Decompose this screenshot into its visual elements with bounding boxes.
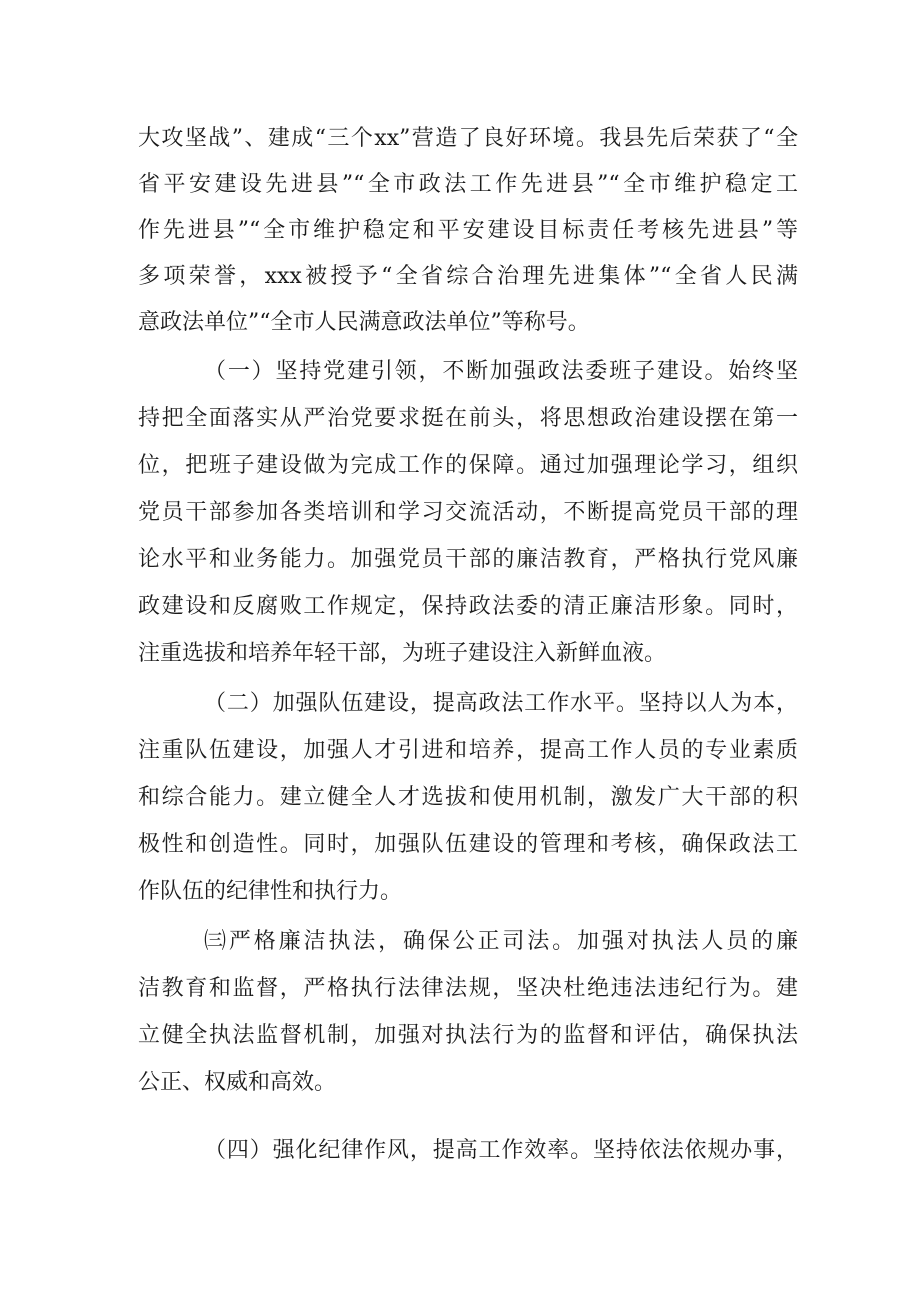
text-line: 党员干部参加各类培训和学习交流活动，不断提高党员干部的理 <box>138 500 798 525</box>
text-line: 省平安建设先进县”“全市政法工作先进县”“全市维护稳定工 <box>138 172 798 197</box>
text-line: 注重队伍建设，加强人才引进和培养，提高工作人员的专业素质 <box>138 738 798 763</box>
text-line: 公正、权威和高效。 <box>138 1070 337 1095</box>
section-heading-line: （二）加强队伍建设，提高政法工作水平。坚持以人为本， <box>204 691 798 716</box>
section-heading-line: （一）坚持党建引领，不断加强政法委班子建设。始终坚 <box>204 359 798 384</box>
text-line: 论水平和业务能力。加强党员干部的廉洁教育，严格执行党风廉 <box>138 547 798 572</box>
text-line: 洁教育和监督，严格执行法律法规，坚决杜绝违法违纪行为。建 <box>138 976 798 1001</box>
text-line: 作先进县”“全市维护稳定和平安建设目标责任考核先进县”等 <box>138 218 798 243</box>
text-line: 极性和创造性。同时，加强队伍建设的管理和考核，确保政法工 <box>138 832 798 857</box>
text-line: 立健全执法监督机制，加强对执法行为的监督和评估，确保执法 <box>138 1023 798 1048</box>
text-line: 意政法单位”“全市人民满意政法单位”等称号。 <box>138 310 590 335</box>
text-line: 和综合能力。建立健全人才选拔和使用机制，激发广大干部的积 <box>138 785 798 810</box>
text-line: 政建设和反腐败工作规定，保持政法委的清正廉洁形象。同时， <box>138 594 798 619</box>
text-line: 大攻坚战”、建成“三个xx”营造了良好环境。我县先后荣获了“全 <box>138 126 798 151</box>
text-line: 位，把班子建设做为完成工作的保障。通过加强理论学习，组织 <box>138 453 798 478</box>
text-line: 多项荣誉，xxx被授予“全省综合治理先进集体”“全省人民满 <box>138 264 798 289</box>
text-line: 注重选拔和培养年轻干部，为班子建设注入新鲜血液。 <box>138 641 667 666</box>
text-line: 作队伍的纪律性和执行力。 <box>138 879 403 904</box>
section-heading-line: （四）强化纪律作风，提高工作效率。坚持依法依规办事， <box>204 1138 798 1163</box>
text-line: 持把全面落实从严治党要求挺在前头，将思想政治建设摆在第一 <box>138 406 798 431</box>
section-heading-line: ㈢严格廉洁执法，确保公正司法。加强对执法人员的廉 <box>204 929 798 954</box>
